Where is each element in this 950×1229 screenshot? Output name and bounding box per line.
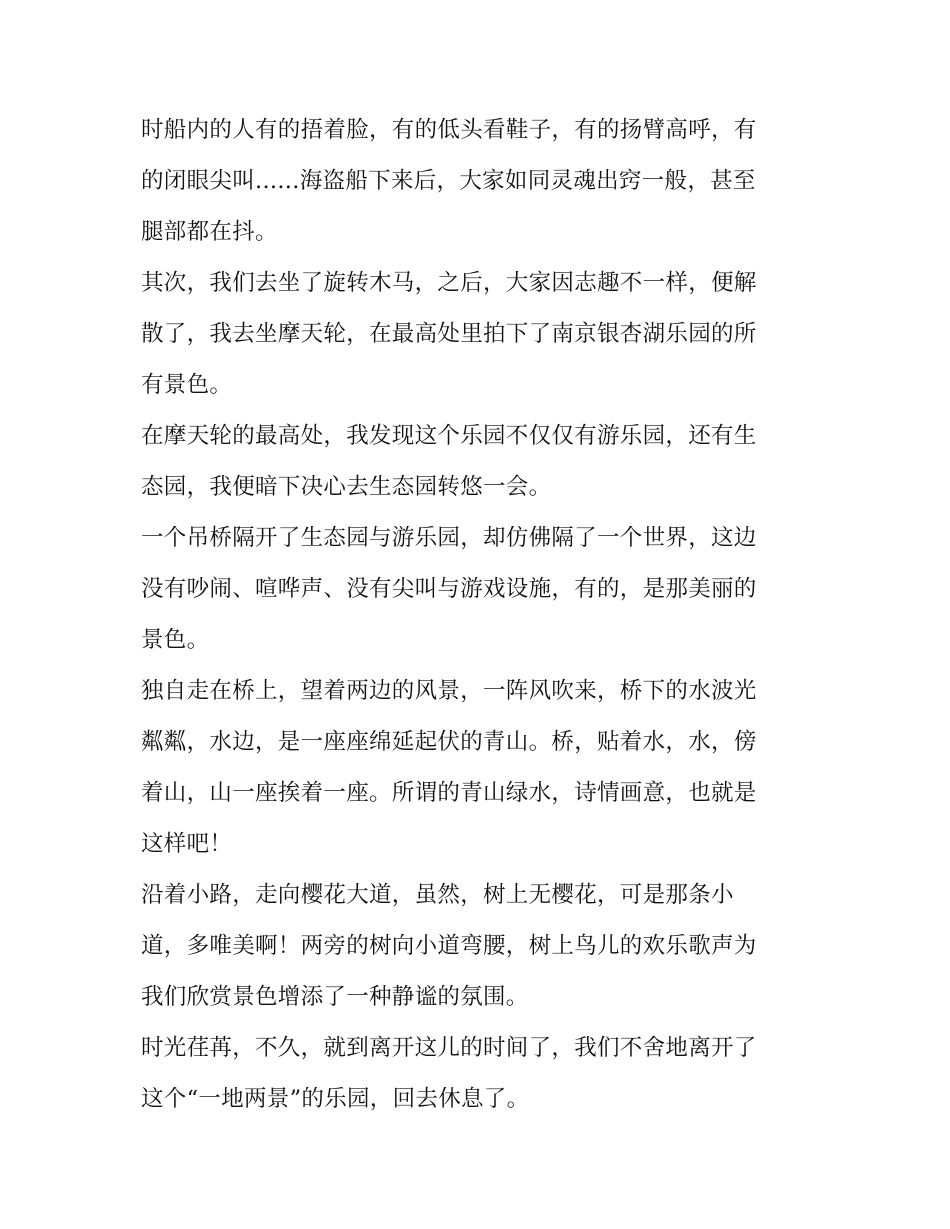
text-line: 散了，我去坐摩天轮，在最高处里拍下了南京银杏湖乐园的所 [141,321,757,347]
text-line: 我们欣赏景色增添了一种静谧的氛围。 [141,984,529,1010]
text-line: 没有吵闹、喧哗声、没有尖叫与游戏设施，有的，是那美丽的 [141,576,757,602]
text-line: 景色。 [141,627,210,653]
text-line: 其次，我们去坐了旋转木马，之后，大家因志趣不一样，便解 [141,270,757,296]
text-line: 道，多唯美啊！两旁的树向小道弯腰，树上鸟儿的欢乐歌声为 [141,933,757,959]
text-line: 沿着小路，走向樱花大道，虽然，树上无樱花，可是那条小 [141,882,734,908]
text-line: 腿部都在抖。 [141,219,278,245]
text-line: 的闭眼尖叫......海盗船下来后，大家如同灵魂出窍一般，甚至 [141,168,756,194]
text-line: 时船内的人有的捂着脸，有的低头看鞋子，有的扬臂高呼，有 [141,117,757,143]
text-line: 着山，山一座挨着一座。所谓的青山绿水，诗情画意，也就是 [141,780,757,806]
text-line: 粼粼，水边，是一座座绵延起伏的青山。桥，贴着水，水，傍 [141,729,757,755]
text-line: 独自走在桥上，望着两边的风景，一阵风吹来，桥下的水波光 [141,678,757,704]
text-line: 态园，我便暗下决心去生态园转悠一会。 [141,474,552,500]
text-line: 这个“一地两景”的乐园，回去休息了。 [141,1086,530,1112]
document-body [141,105,821,1125]
text-line: 有景色。 [141,372,233,398]
text-line: 时光荏苒，不久，就到离开这儿的时间了，我们不舍地离开了 [141,1035,757,1061]
text-line: 在摩天轮的最高处，我发现这个乐园不仅仅有游乐园，还有生 [141,423,757,449]
text-line: 这样吧！ [141,831,233,857]
text-line: 一个吊桥隔开了生态园与游乐园，却仿佛隔了一个世界，这边 [141,525,757,551]
